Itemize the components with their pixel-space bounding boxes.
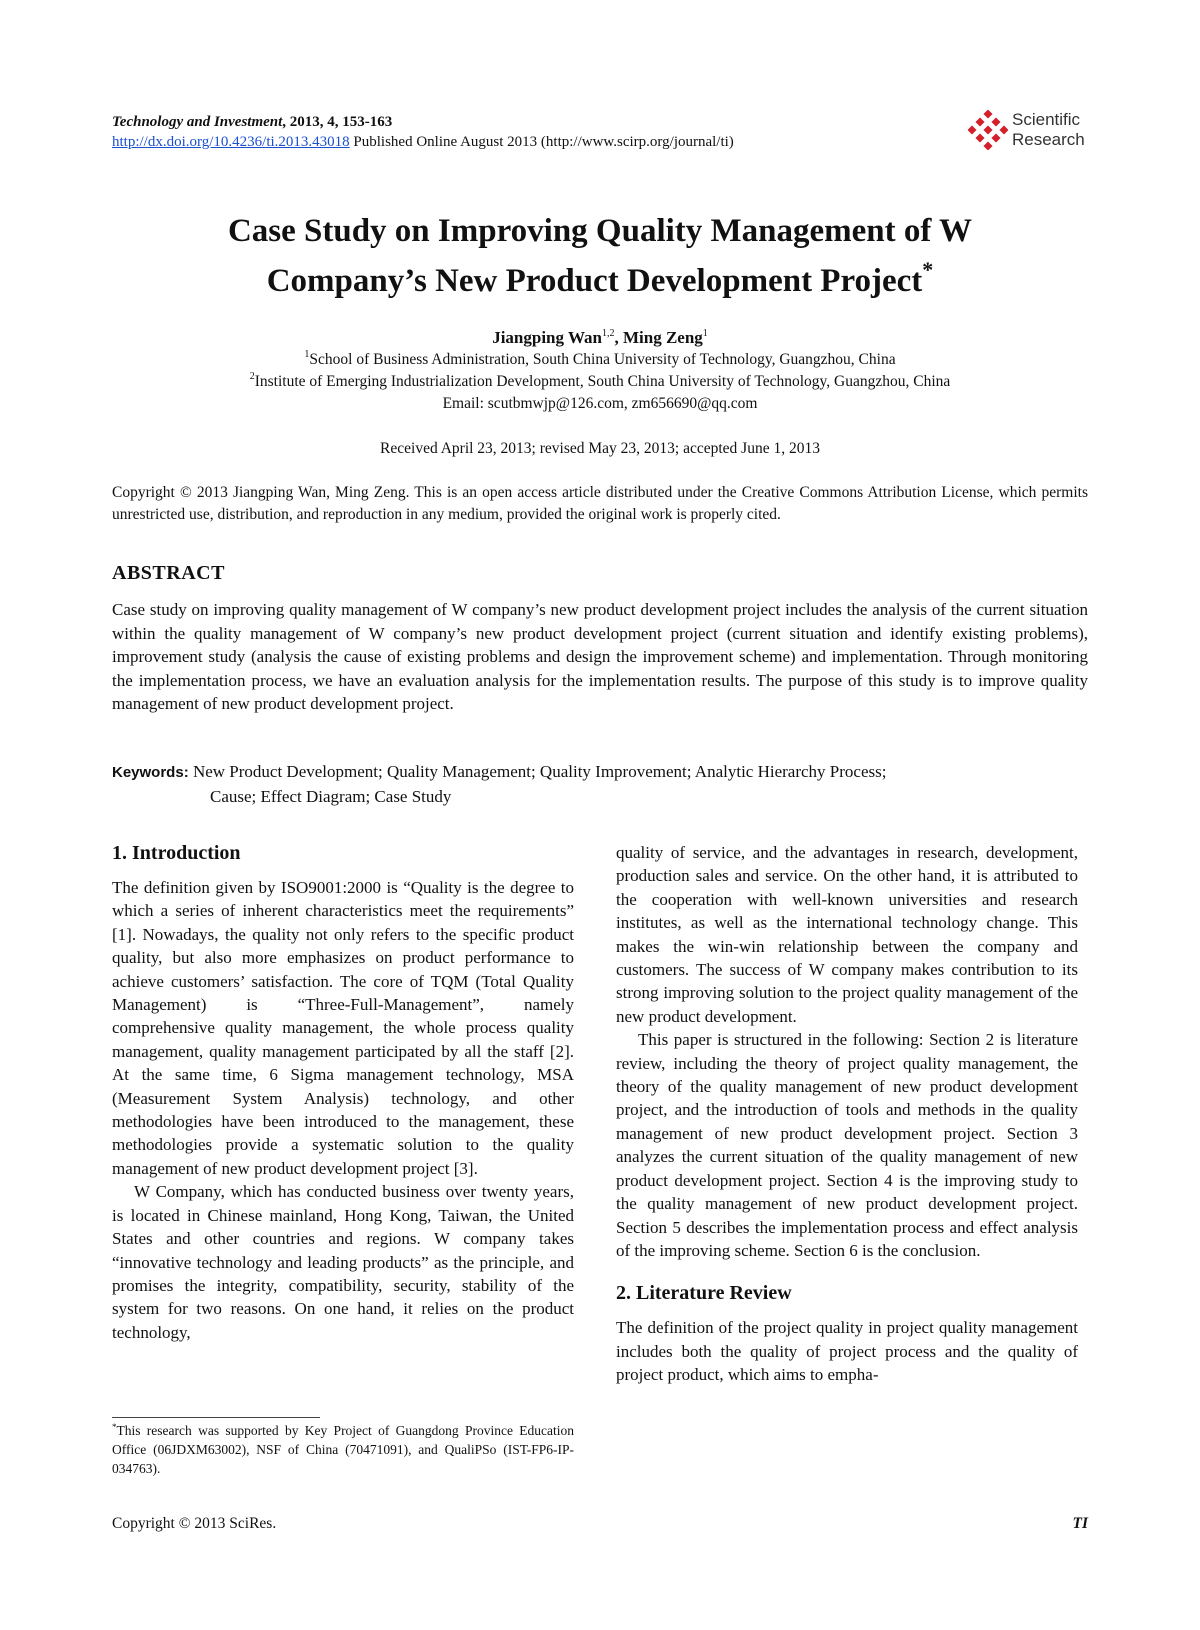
keywords-line-2: Cause; Effect Diagram; Case Study [210, 786, 452, 806]
keywords [112, 760, 1088, 808]
title-line-2-text: Company’s New Product Development Project [266, 263, 923, 299]
body-paragraph: This paper is structured in the following: Section 2 is literature review, including the theory of project quality management, the theory of the quality management of new product development project, and the introduction of tools and methods in the quality management of new product development project. Section 3 analyzes the current situation of the quality management of new product development project. Section 4 is the improving study to the quality management of new product development project. Section 5 describes the implementation process and effect analysis of the improving scheme. Section 6 is the conclusion. [616, 1030, 1078, 1260]
footer-journal-label: TI [1072, 1515, 1088, 1532]
affiliation-mark: 1 [304, 349, 310, 360]
author-email: Email: scutbmwjp@126.com, zm656690@qq.com [442, 395, 758, 412]
body-paragraph: W Company, which has conducted business over twenty years, is located in Chinese mainland, Hong Kong, Taiwan, the United States and other countries and regions. W company takes “innovative technology and leading products” as the principle, and promises the integrity, compatibility, security, stability of the system for two reasons. On one hand, it relies on the product technology, [112, 1182, 574, 1342]
footnote-mark: * [112, 1422, 117, 1432]
author-list [60, 328, 1140, 348]
received-dates: Received April 23, 2013; revised May 23, 2013; accepted June 1, 2013 [380, 440, 820, 457]
doi-link[interactable]: http://dx.doi.org/10.4236/ti.2013.43018 [112, 134, 350, 150]
body-paragraph: The definition given by ISO9001:2000 is “Quality is the degree to which a series of inherent characteristics meet the requirements” [1]. Nowadays, the quality not only refers to the specific product quality, but also more emphasizes on product performance to achieve customers’ satisfaction. The core of TQM (Total Quality Management) is “Three-Full-Management”, namely comprehensive quality management, the whole process quality management, quality management participated by all the staff [2]. At the same time, 6 Sigma management technology, MSA (Measurement System Analysis) technology, and other methodologies have been introduced to the management, these methodologies provide a systematic solution to the quality management of new product development project [3]. [112, 878, 574, 1178]
journal-header [112, 112, 912, 152]
journal-name: Technology and Investment [112, 114, 283, 130]
affiliation-2 [60, 372, 1140, 392]
author-affiliation-mark: 1,2 [601, 328, 615, 339]
author-separator: , Ming Zeng [614, 328, 703, 347]
author-name: Jiangping Wan [492, 328, 602, 347]
journal-doi-line [112, 132, 912, 152]
keywords-line-1: New Product Development; Quality Management; Quality Improvement; Analytic Hierarchy Process; [188, 762, 887, 781]
keywords-label: Keywords: [112, 764, 189, 781]
title-footnote-mark: * [922, 257, 934, 282]
logo-diamond [991, 117, 1000, 126]
logo-diamond [999, 125, 1008, 134]
logo-diamond [983, 125, 992, 134]
section-heading-literature-review: 2. Literature Review [616, 1282, 792, 1305]
footer-copyright: Copyright © 2013 SciRes. [112, 1515, 277, 1532]
footnote-divider [112, 1417, 320, 1418]
title-line-2 [60, 256, 1140, 306]
logo-diamond [968, 125, 977, 134]
scientific-research-logo [968, 110, 1098, 156]
logo-diamond [991, 133, 1000, 142]
logo-line-1: Scientific [1012, 110, 1081, 129]
abstract-body: Case study on improving quality management of W company’s new product development project includes the analysis of the current situation within the quality management of W company’s new product development project (current situation and identify existing problems), improvement study (analysis the cause of existing problems and design the improvement scheme) and implementation. Through monitoring the implementation process, we have an evaluation analysis for the implementation results. The purpose of this study is to improve quality management of new product development project. [112, 600, 1088, 713]
body-paragraph: The definition of the project quality in project quality management includes both the quality of project process and the quality of project product, which aims to empha- [616, 1318, 1078, 1385]
diamond-cluster-icon [968, 110, 1008, 150]
journal-volume: , 2013, 4, 153-163 [282, 114, 393, 130]
affiliation-mark: 2 [249, 371, 255, 382]
footnote [112, 1421, 574, 1478]
affiliation-1 [60, 350, 1140, 370]
right-column [616, 841, 1078, 1387]
body-paragraph: quality of service, and the advantages in research, development, production sales and service. On the other hand, it is attributed to the cooperation with well-known universities and research institutes, as well as the international technology change. This makes the win-win relationship between the company and customers. The success of W company makes contribution to its strong improving solution to the project quality management of the new product development. [616, 843, 1078, 1026]
license-note: Copyright © 2013 Jiangping Wan, Ming Zeng. This is an open access article distributed under the Creative Commons Attribution License, which permits unrestricted use, distribution, and reproduction in any medium, provided the original work is properly cited. [112, 484, 1088, 523]
left-column [112, 840, 574, 1344]
author-affiliation-mark: 1 [702, 328, 708, 339]
abstract-heading: ABSTRACT [112, 562, 225, 584]
published-online-text: Published Online August 2013 (http://www.scirp.org/journal/ti) [349, 134, 734, 150]
logo-diamond [975, 117, 984, 126]
logo-diamond [983, 110, 992, 119]
affiliation-text: Institute of Emerging Industrialization Development, South China University of Technology, Guangzhou, China [254, 373, 951, 390]
paper-title [60, 206, 1140, 306]
journal-citation [112, 112, 912, 132]
section-heading-introduction: 1. Introduction [112, 842, 241, 864]
footnote-text: This research was supported by Key Project of Guangdong Province Education Office (06JDXM63002), NSF of China (70471091), and QualiPSo (IST-FP6-IP-034763). [112, 1423, 574, 1476]
logo-line-2: Research [1012, 130, 1085, 149]
affiliation-text: School of Business Administration, South China University of Technology, Guangzhou, China [309, 351, 896, 368]
logo-text [1012, 110, 1085, 150]
title-line-1: Case Study on Improving Quality Management of W [227, 213, 973, 249]
logo-diamond [975, 133, 984, 142]
logo-diamond [983, 141, 992, 150]
